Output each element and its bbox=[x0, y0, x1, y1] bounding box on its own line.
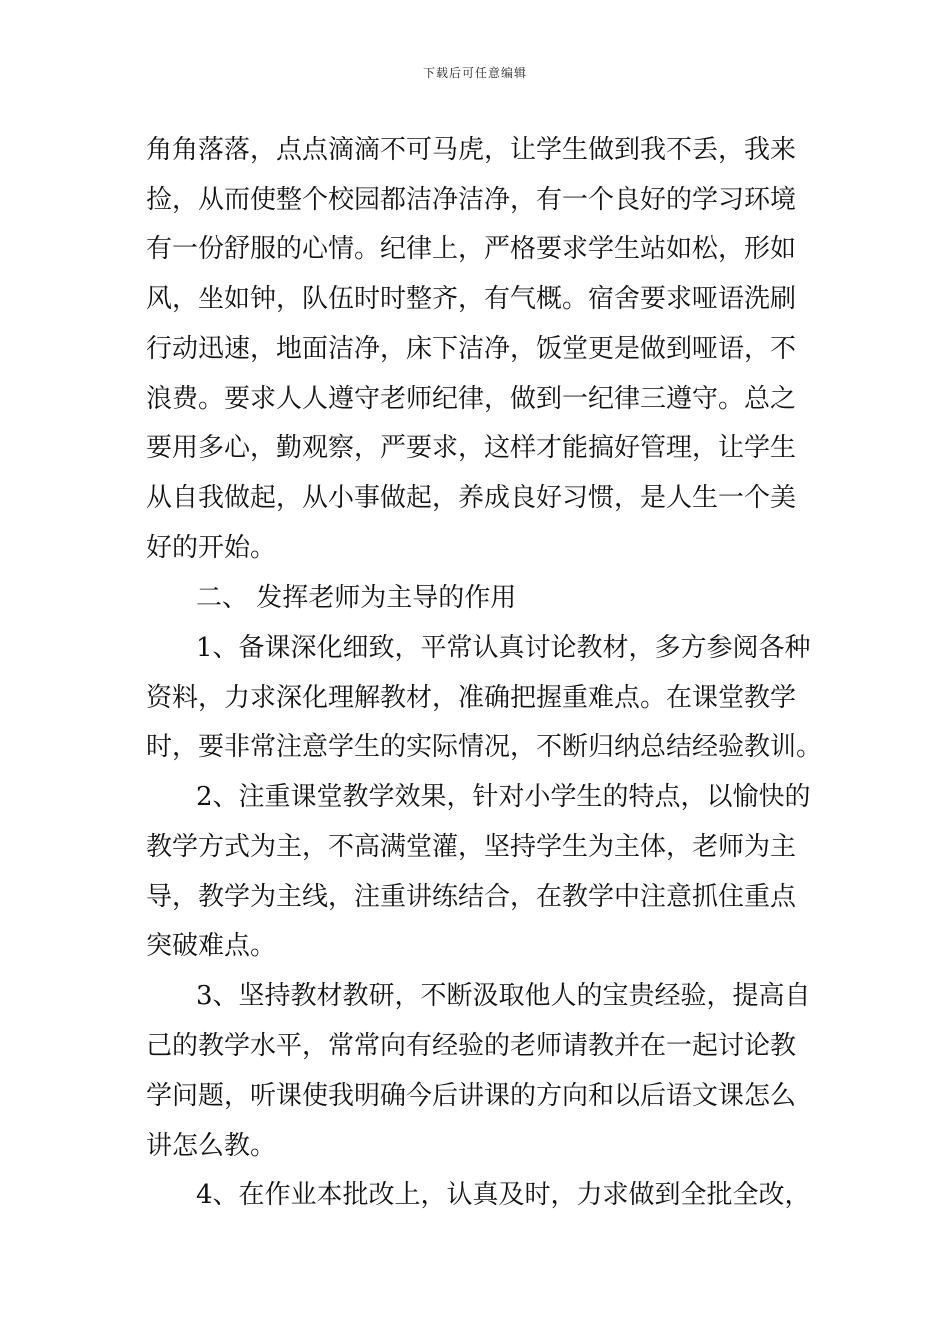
body-line: 从自我做起，从小事做起，养成良好习惯，是人生一个美 bbox=[146, 483, 797, 513]
body-line: 风，坐如钟，队伍时时整齐，有气概。宿舍要求哑语洗刷 bbox=[146, 284, 797, 314]
body-line: 突破难点。 bbox=[146, 931, 277, 961]
body-line: 己的教学水平，常常向有经验的老师请教并在一起讨论教 bbox=[146, 1031, 797, 1061]
body-line: 时，要非常注意学生的实际情况，不断归纳总结经验教训。 bbox=[146, 732, 823, 762]
body-line: 教学方式为主，不高满堂灌，坚持学生为主体，老师为主 bbox=[146, 832, 797, 862]
section-heading: 二、 发挥老师为主导的作用 bbox=[196, 583, 517, 613]
body-line: 讲怎么教。 bbox=[146, 1131, 277, 1161]
body-line: 导，教学为主线，注重讲练结合，在教学中注意抓住重点 bbox=[146, 882, 797, 912]
body-line: 资料，力求深化理解教材，准确把握重难点。在课堂教学 bbox=[146, 683, 797, 713]
body-line: 有一份舒服的心情。纪律上，严格要求学生站如松，形如 bbox=[146, 234, 797, 264]
body-line: 2、注重课堂教学效果，针对小学生的特点，以愉快的 bbox=[196, 782, 811, 812]
body-line: 要用多心，勤观察，严要求，这样才能搞好管理，让学生 bbox=[146, 433, 797, 463]
body-line: 浪费。要求人人遵守老师纪律，做到一纪律三遵守。总之 bbox=[146, 384, 797, 414]
body-line: 1、备课深化细致，平常认真讨论教材，多方参阅各种 bbox=[196, 633, 811, 663]
body-line: 角角落落，点点滴滴不可马虎，让学生做到我不丢，我来 bbox=[146, 135, 797, 165]
body-line: 4、在作业本批改上，认真及时，力求做到全批全改， bbox=[196, 1180, 811, 1210]
body-line: 3、坚持教材教研，不断汲取他人的宝贵经验，提高自 bbox=[196, 981, 811, 1011]
body-line: 学问题，听课使我明确今后讲课的方向和以后语文课怎么 bbox=[146, 1081, 797, 1111]
body-line: 行动迅速，地面洁净，床下洁净，饭堂更是做到哑语，不 bbox=[146, 334, 797, 364]
body-line: 捡，从而使整个校园都洁净洁净，有一个良好的学习环境 bbox=[146, 185, 797, 215]
body-line: 好的开始。 bbox=[146, 533, 277, 563]
header-note: 下载后可任意编辑 bbox=[422, 66, 527, 80]
